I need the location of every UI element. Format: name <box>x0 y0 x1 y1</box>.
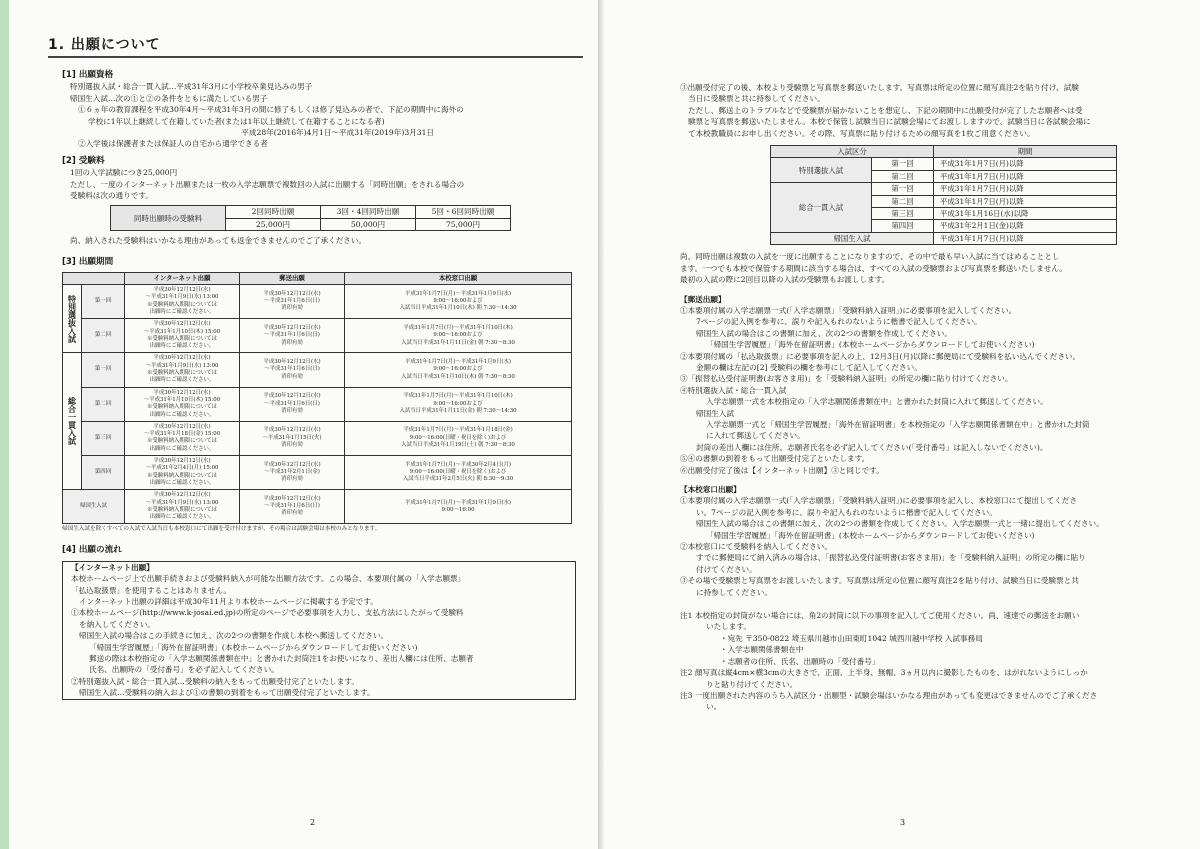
window-line: 「帰国生学習履歴」「海外在留証明書」(本校ホームページからダウンロードしてお使いください) <box>706 530 1035 540</box>
period-cell-line: ～平成31年1月18日(金) 15:00 <box>143 431 221 438</box>
period-cell-line: 平成30年12月12日(水) <box>153 458 211 465</box>
mail-line: ⑥出願受付完了後は【インターネット出願】③と同じです。 <box>680 465 884 475</box>
period-cell-net <box>125 490 240 524</box>
period-cell-line: ～平成31年1月6日(日) <box>264 503 320 510</box>
dates-row <box>771 183 1117 195</box>
period-cell-window <box>345 421 572 455</box>
period-cell-line: ※受験料納入期限については <box>147 335 217 342</box>
period-cell-line: 入試当日平成31年1月10日(木) 朝 7:30～14:30 <box>399 305 517 312</box>
period-row <box>63 353 572 387</box>
period-cell-line: 9:00～16:00(日曜・祝日を除く)および <box>409 434 507 441</box>
period-cell-net <box>125 319 240 353</box>
period-group-label: 特別選抜入試 <box>63 285 82 353</box>
window-line: ③その場で受験票と写真票をお渡しいたします。写真票は所定の位置に顔写真注2を貼り付け、試験当日に受験票と共 <box>680 576 1079 586</box>
page-number: 2 <box>310 818 316 827</box>
window-line: ①本要項付属の入学志願票一式(「入学志願票」「受験料納入証明」)に必要事項を記入し、本校窓口にて提出してくださ <box>680 496 1077 506</box>
period-round: 第二回 <box>82 319 125 353</box>
dates-header: 期間 <box>934 146 1117 158</box>
flow-line: ①本校ホームページ(http://www.k-josai.ed.jp)の所定のページで必要事項を入力し、支払方法にしたがって受験料 <box>71 608 464 618</box>
period-cell-line: 平成30年12月12日(水) <box>263 324 321 331</box>
period-cell-net <box>125 421 240 455</box>
flow-line: インターネット出願の詳細は平成30年11月より本校ホームページに掲載する予定です。 <box>79 597 378 607</box>
after-table-line: 尚、同時出願は複数の入試を一度に出願することになりますので、その中で最も早い入試に当てはめることとし <box>680 252 1060 262</box>
period-cell-line: 平成31年1月7日(月)～平成31年1月18日(金) <box>403 427 513 434</box>
dates-table <box>770 145 1117 245</box>
eligibility-line: 学校に1年以上継続して在籍していた者(または1年以上継続して在籍することになる者) <box>88 116 385 126</box>
flow-line: を納入してください。 <box>79 619 155 629</box>
period-cell-line: 消印有効 <box>281 407 303 414</box>
period-round: 第二回 <box>82 387 125 421</box>
flow-line: 帰国生入試の場合はこの手続きに加え、次の2つの書類を作成し本校へ郵送してください。 <box>79 631 389 641</box>
period-cell-line: ～平成31年1月10日(木) 15:00 <box>143 328 221 335</box>
eligibility-line: ②入学後は保護者または保証人の自宅から通学できる者 <box>78 139 268 149</box>
period-cell-mail <box>240 421 345 455</box>
period-cell-window <box>345 387 572 421</box>
period-cell-line: 平成30年12月12日(水) <box>153 355 211 362</box>
intro-line: ③出願受付完了の後、本校より受験票と写真票を郵送いたします。写真票は所定の位置に顔写真注2を貼り付け、試験 <box>680 83 1079 92</box>
dates-round: 第一回 <box>872 158 934 170</box>
period-cell-line: 平成30年12月12日(水) <box>263 495 321 502</box>
period-cell-line: 平成30年12月12日(水) <box>263 359 321 366</box>
period-cell-line: 消印有効 <box>281 476 303 483</box>
page-edge-band <box>0 0 9 849</box>
period-cell-line: 入試当日平成31年1月19日(土) 朝 7:30～8:30 <box>401 442 515 449</box>
period-round: 第三回 <box>82 421 125 455</box>
period-cell-window <box>345 319 572 353</box>
eligibility-line: 帰国生入試…次の①と②の条件をともに満たしている男子 <box>70 93 268 103</box>
flow-heading: [4] 出願の流れ <box>62 545 122 556</box>
note-line: いたします。 <box>706 622 751 632</box>
after-table-line: 最初の入試の際に2回目以降の入試の受験票もお渡しします。 <box>680 275 890 285</box>
period-cell-line: 消印有効 <box>281 339 303 346</box>
period-cell-net <box>125 285 240 319</box>
period-cell-line: 平成30年12月12日(水) <box>153 389 211 396</box>
page-left <box>0 0 598 849</box>
fee-table <box>110 205 511 231</box>
period-cell-line: 平成30年12月12日(水) <box>263 427 321 434</box>
period-cell-mail <box>240 285 345 319</box>
fee-line: ただし、一度のインターネット出願または一枚の入学志願票で複数回の入試に出願する「同時出願」をされる場合の <box>70 179 465 189</box>
fee-header: 2回同時出願 <box>226 206 321 218</box>
period-cell-line: ※受験料納入期限については <box>147 404 217 411</box>
period-cell-line: 消印有効 <box>281 510 303 517</box>
period-cell-line: 消印有効 <box>281 373 303 380</box>
flow-line: 本校ホームページ上で出願手続きおよび受験料納入が可能な出願方法です。この場合、本要項付属の「入学志願票」 <box>71 574 466 584</box>
flow-line: 帰国生入試…受験料の納入および①の書類の到着をもって出願受付完了といたします。 <box>79 688 375 698</box>
mail-line: ④特別選抜入試・総合一貫入試 <box>680 385 787 395</box>
window-line: すでに郵便局にて納入済みの場合は、「振替払込受付証明書(お客さま用)」を「受験料納入証明」の所定の欄に貼り <box>696 553 1086 563</box>
page-title: 1. 出願について <box>48 34 583 58</box>
dates-round: 第三回 <box>872 208 934 220</box>
mail-line: ②本要項付属の「払込取扱票」に必要事項を記入の上、12月3日(月)以降に郵便局にて受験料を払い込んでください。 <box>680 351 1081 361</box>
period-cell-line: 平成30年12月12日(水) <box>153 287 211 294</box>
period-cell-line: 平成30年12月12日(水) <box>263 461 321 468</box>
period-cell-line: 入試当日平成31年1月10日(木) 朝 7:30～8:30 <box>401 373 515 380</box>
period-header: 本校窓口出願 <box>345 273 572 285</box>
period-heading: [3] 出願期間 <box>62 256 114 267</box>
flow-box <box>62 561 576 700</box>
period-header: インターネット出願 <box>125 273 240 285</box>
period-round: 第一回 <box>82 353 125 387</box>
right-content <box>680 82 1180 713</box>
flow-line: ②特別選抜入試・総合一貫入試…受験料の納入をもって出願受付完了といたします。 <box>71 676 359 686</box>
period-group-label: 帰国生入試 <box>63 490 125 524</box>
period-note: 帰国生入試を除くすべての入試で入試当日も本校窓口にて出願を受け付けますが、その場合は試験会場は本校のみとなります。 <box>62 526 381 533</box>
dates-round: 第二回 <box>872 195 934 207</box>
period-cell-window <box>345 490 572 524</box>
eligibility-heading: [1] 出願資格 <box>62 70 114 80</box>
flow-line: 郵送の際は本校指定の「入学志願関係書類在中」と書かれた封筒注1をお使いになり、差出人欄には住所、志願者 <box>89 654 474 664</box>
mail-heading: 【郵送出願】 <box>680 294 726 304</box>
period-cell-line: 平成30年12月12日(水) <box>263 290 321 297</box>
mail-line: 封筒の差出人欄には住所、志願者氏名を必ず記入してください(「受付番号」は記入しないでください)。 <box>696 442 1048 452</box>
fee-note: 尚、納入された受験料はいかなる理由があっても返金できませんのでご了承ください。 <box>70 236 367 246</box>
period-cell-line: 9:00～16:00(日曜・祝日を除く)および <box>409 468 507 475</box>
period-cell-mail <box>240 353 345 387</box>
mail-line: 入学志願票一式を本校指定の「入学志願関係書類在中」と書かれた封筒に入れて郵送してください。 <box>706 397 1048 407</box>
period-round: 第四回 <box>82 456 125 490</box>
period-cell-line: 出願時にご確認ください。 <box>149 479 215 486</box>
mail-line: 金額の欄は左記の[2] 受験料の欄を参考にして記入してください。 <box>696 362 922 372</box>
flow-subheading: 【インターネット出願】 <box>71 562 154 572</box>
mail-line: に入れて郵送してください。 <box>706 431 805 441</box>
fee-value: 75,000円 <box>416 218 511 230</box>
period-cell-line: 出願時にご確認ください。 <box>149 514 215 521</box>
period-cell-mail <box>240 387 345 421</box>
dates-period: 平成31年1月7日(月)以降 <box>934 195 1117 207</box>
fee-heading: [2] 受験料 <box>62 155 105 166</box>
fee-value: 50,000円 <box>321 218 416 230</box>
period-corner <box>63 273 125 285</box>
period-cell-line: ～平成31年1月6日(日) <box>264 366 320 373</box>
period-group-label: 総合一貫入試 <box>63 353 82 490</box>
period-cell-line: 平成30年12月12日(水) <box>263 393 321 400</box>
period-cell-line: ※受験料納入期限については <box>147 301 217 308</box>
flow-line: 氏名、出願時の「受付番号」を必ず記入してください。 <box>89 665 279 675</box>
period-cell-line: ～平成31年1月10日(木) 15:00 <box>143 396 221 403</box>
period-row <box>63 387 572 421</box>
period-cell-line: 平成31年1月7日(月)～平成31年1月9日(水) <box>405 290 511 297</box>
dates-round: 第二回 <box>872 170 934 182</box>
window-line: 付けてください。 <box>696 564 757 574</box>
period-cell-line: 出願時にご確認ください。 <box>149 308 215 315</box>
note-line: 注3 一度出願された内容のうち入試区分・出願型・試験会場はいかなる理由があっても変更はできませんのでご了承くださ <box>680 690 1098 700</box>
intro-line: ただし、郵送上のトラブルなどで受験票が届かないことを想定し、下記の期間中に出願受付が完了した志願者へは受 <box>688 105 1083 115</box>
fee-header: 3回・4回同時出願 <box>321 206 416 218</box>
period-cell-window <box>345 456 572 490</box>
period-cell-line: 平成30年12月12日(水) <box>153 321 211 328</box>
note-line: ・宛先 〒350-0822 埼玉県川越市山田東町1042 城西川越中学校 入試事務局 <box>720 633 983 643</box>
period-row <box>63 490 572 524</box>
period-cell-line: ～平成31年1月6日(日) <box>264 298 320 305</box>
dates-period: 平成31年1月7日(月)以降 <box>934 170 1117 182</box>
dates-period: 平成31年1月7日(月)以降 <box>934 183 1117 195</box>
period-cell-line: ～平成31年1月6日(日) <box>264 332 320 339</box>
period-cell-line: 平成31年1月7日(月)～平成30年2月4日(月) <box>405 461 511 468</box>
dates-group-label: 特別選抜入試 <box>771 158 872 183</box>
period-row <box>63 285 572 319</box>
period-cell-line: 消印有効 <box>281 442 303 449</box>
period-cell-line: 出願時にご確認ください。 <box>149 411 215 418</box>
eligibility-line: ①６ヵ年の教育課程を平成30年4月～平成31年3月の間に修了もしくは修了見込みの者で、下記の期間中に海外の <box>78 105 464 115</box>
period-cell-line: 9:00～16:00および <box>433 400 483 407</box>
period-row <box>63 456 572 490</box>
period-cell-line: 平成31年1月7日(月)～平成31年1月9日(水) <box>405 359 511 366</box>
dates-period: 平成31年2月1日(金)以降 <box>934 220 1117 232</box>
period-cell-line: ～平成31年1月9日(水) 13:00 <box>145 294 219 301</box>
period-cell-line: 平成30年12月12日(水) <box>153 492 211 499</box>
notes <box>680 610 1180 713</box>
fee-row-label: 同時出願時の受験料 <box>111 206 226 231</box>
mail-line: 帰国生入試の場合はこの書類に加え、次の2つの書類を作成してください。 <box>696 328 952 338</box>
dates-period: 平成31年1月16日(水)以降 <box>934 208 1117 220</box>
window-heading: 【本校窓口出願】 <box>680 485 741 494</box>
period-cell-line: 出願時にご確認ください。 <box>149 343 215 350</box>
period-cell-line: ※受験料納入期限については <box>147 438 217 445</box>
mail-line: ①本要項付属の入学志願票一式(「入学志願票」「受験料納入証明」)に必要事項を記入してください。 <box>680 305 1017 315</box>
period-row <box>63 319 572 353</box>
window-line: い。7ページの記入例を参考に、誤りや記入もれのないように楷書で記入してください。 <box>696 507 997 517</box>
period-cell-mail <box>240 319 345 353</box>
fee-line: 受験料は次の通りです。 <box>70 191 153 201</box>
note-line: 注2 顔写真は縦4cm×横3cmの大きさで、正面、上半身、無帽、3ヵ月以内に撮影したものを、はがれないようにしっか <box>680 668 1088 678</box>
fee-value: 25,000円 <box>226 218 321 230</box>
eligibility-line: 平成28年(2016年)4月1日～平成31年(2019年)3月31日 <box>241 128 434 138</box>
left-content <box>62 64 584 700</box>
period-cell-line: 出願時にご確認ください。 <box>149 377 215 384</box>
period-cell-line: ～平成31年1月15日(火) <box>262 434 322 441</box>
period-cell-line: 出願時にご確認ください。 <box>149 445 215 452</box>
period-cell-line: 9:00～16:00および <box>433 332 483 339</box>
dates-period: 平成31年1月7日(月)以降 <box>934 232 1117 244</box>
period-cell-line: ～平成31年1月6日(日) <box>264 400 320 407</box>
period-cell-line: 平成30年12月12日(水) <box>153 423 211 430</box>
fee-line: 1回の入学試験につき25,000円 <box>70 168 178 178</box>
dates-header: 入試区分 <box>771 146 934 158</box>
period-cell-net <box>125 353 240 387</box>
period-table <box>62 272 572 524</box>
note-line: ・入学志願関係書類在中 <box>720 645 804 655</box>
note-line: りと貼り付けてください。 <box>706 679 798 689</box>
period-cell-line: ～平成31年1月9日(水) 13:00 <box>145 362 219 369</box>
window-line: ②本校窓口にて受験料を納入してください。 <box>680 542 832 552</box>
dates-period: 平成31年1月7日(月)以降 <box>934 158 1117 170</box>
period-cell-window <box>345 285 572 319</box>
period-cell-line: 消印有効 <box>281 305 303 312</box>
after-table-line: ます。一つでも本校で保管する期間に該当する場合は、すべての入試の受験票および写真票を郵送いたしません。 <box>680 263 1067 273</box>
dates-group-label: 帰国生入試 <box>771 232 934 244</box>
mail-line: 7ページの記入例を参考に、誤りや記入もれのないように楷書で記入してください。 <box>696 317 982 327</box>
note-line: い。 <box>706 702 722 712</box>
period-header: 郵送出願 <box>240 273 345 285</box>
period-cell-line: 9:00～16:00および <box>433 298 483 305</box>
window-line: に持参してください。 <box>696 587 772 597</box>
period-cell-line: 平成31年1月7日(月)～平成31年1月9日(水) <box>405 499 511 506</box>
mail-line: 帰国生入試 <box>696 408 734 418</box>
mail-line: 入学志願票一式と「帰国生学習履歴」「海外在留証明書」を本校指定の「入学志願関係書類在中」と書かれた封筒 <box>706 419 1090 429</box>
period-cell-line: 平成31年1月7日(月)～平成31年1月10日(木) <box>403 324 513 331</box>
dates-round: 第一回 <box>872 183 934 195</box>
note-line: ・志願者の住所、氏名、出願時の「受付番号」 <box>720 656 880 666</box>
mail-line: ③「振替払込受付証明書(お客さま用)」を「受験料納入証明」の所定の欄に貼り付けてください。 <box>680 374 1013 384</box>
period-round: 第一回 <box>82 285 125 319</box>
intro-line: 当日に受験票と共に持参してください。 <box>688 94 825 104</box>
mail-line: ⑤④の書類の到着をもって出願受付完了といたします。 <box>680 454 870 464</box>
dates-group-label: 総合一貫入試 <box>771 183 872 233</box>
period-cell-line: ～平成31年2月4日(月) 15:00 <box>145 465 219 472</box>
period-cell-line: 入試当日平成31年2月5日(火) 朝 8:30～9:30 <box>402 476 514 483</box>
intro-line: て本校教職員にお申し出ください。その際、写真票に貼り付けるための顔写真を1枚ご用意ください。 <box>688 128 1035 138</box>
period-cell-window <box>345 353 572 387</box>
period-cell-line: ※受験料納入期限については <box>147 370 217 377</box>
flow-line: 「帰国生学習履歴」「海外在留証明書」(本校ホームページからダウンロードしてお使いください) <box>89 642 418 652</box>
period-cell-line: ～平成31年2月1日(金) <box>264 468 320 475</box>
period-cell-net <box>125 456 240 490</box>
period-cell-mail <box>240 490 345 524</box>
period-cell-line: 平成31年1月7日(月)～平成31年1月10日(木) <box>403 393 513 400</box>
period-row <box>63 421 572 455</box>
period-cell-line: ～平成31年1月9日(水) 13:00 <box>145 499 219 506</box>
period-cell-line: 9:00～16:00 <box>441 506 475 513</box>
dates-row <box>771 232 1117 244</box>
period-cell-net <box>125 387 240 421</box>
period-cell-line: 入試当日平成31年1月11日(金) 朝 7:30～8:30 <box>401 339 515 346</box>
fee-header: 5回・6回同時出願 <box>416 206 511 218</box>
window-line: 帰国生入試の場合はこの書類に加え、次の2つの書類を作成してください。入学志願票一式と一緒に提出してください。 <box>696 519 1104 529</box>
period-cell-line: ※受験料納入期限については <box>147 472 217 479</box>
period-cell-line: ※受験料納入期限については <box>147 506 217 513</box>
period-cell-line: 入試当日平成31年1月11日(金) 朝 7:30～14:30 <box>399 407 517 414</box>
dates-row <box>771 158 1117 170</box>
page-right <box>604 0 1200 849</box>
mail-line: 「帰国生学習履歴」「海外在留証明書」(本校ホームページからダウンロードしてお使いください) <box>706 340 1035 350</box>
note-line: 注1 本校指定の封筒がない場合には、角2の封筒に以下の事項を記入してご使用ください。尚、速達での郵送をお願い <box>680 611 1080 621</box>
dates-round: 第四回 <box>872 220 934 232</box>
flow-line: 「払込取扱票」を使用することはありません。 <box>71 585 231 595</box>
intro-line: 験票と写真票を郵送いたしません。本校で保管し試験当日に試験会場にてお渡ししますので、試験当日に各試験会場に <box>688 117 1091 127</box>
page-number: 3 <box>900 818 906 827</box>
eligibility-line: 特別選抜入試・総合一貫入試…平成31年3月に小学校卒業見込みの男子 <box>70 82 313 92</box>
period-cell-line: 9:00～16:00および <box>433 366 483 373</box>
period-cell-mail <box>240 456 345 490</box>
